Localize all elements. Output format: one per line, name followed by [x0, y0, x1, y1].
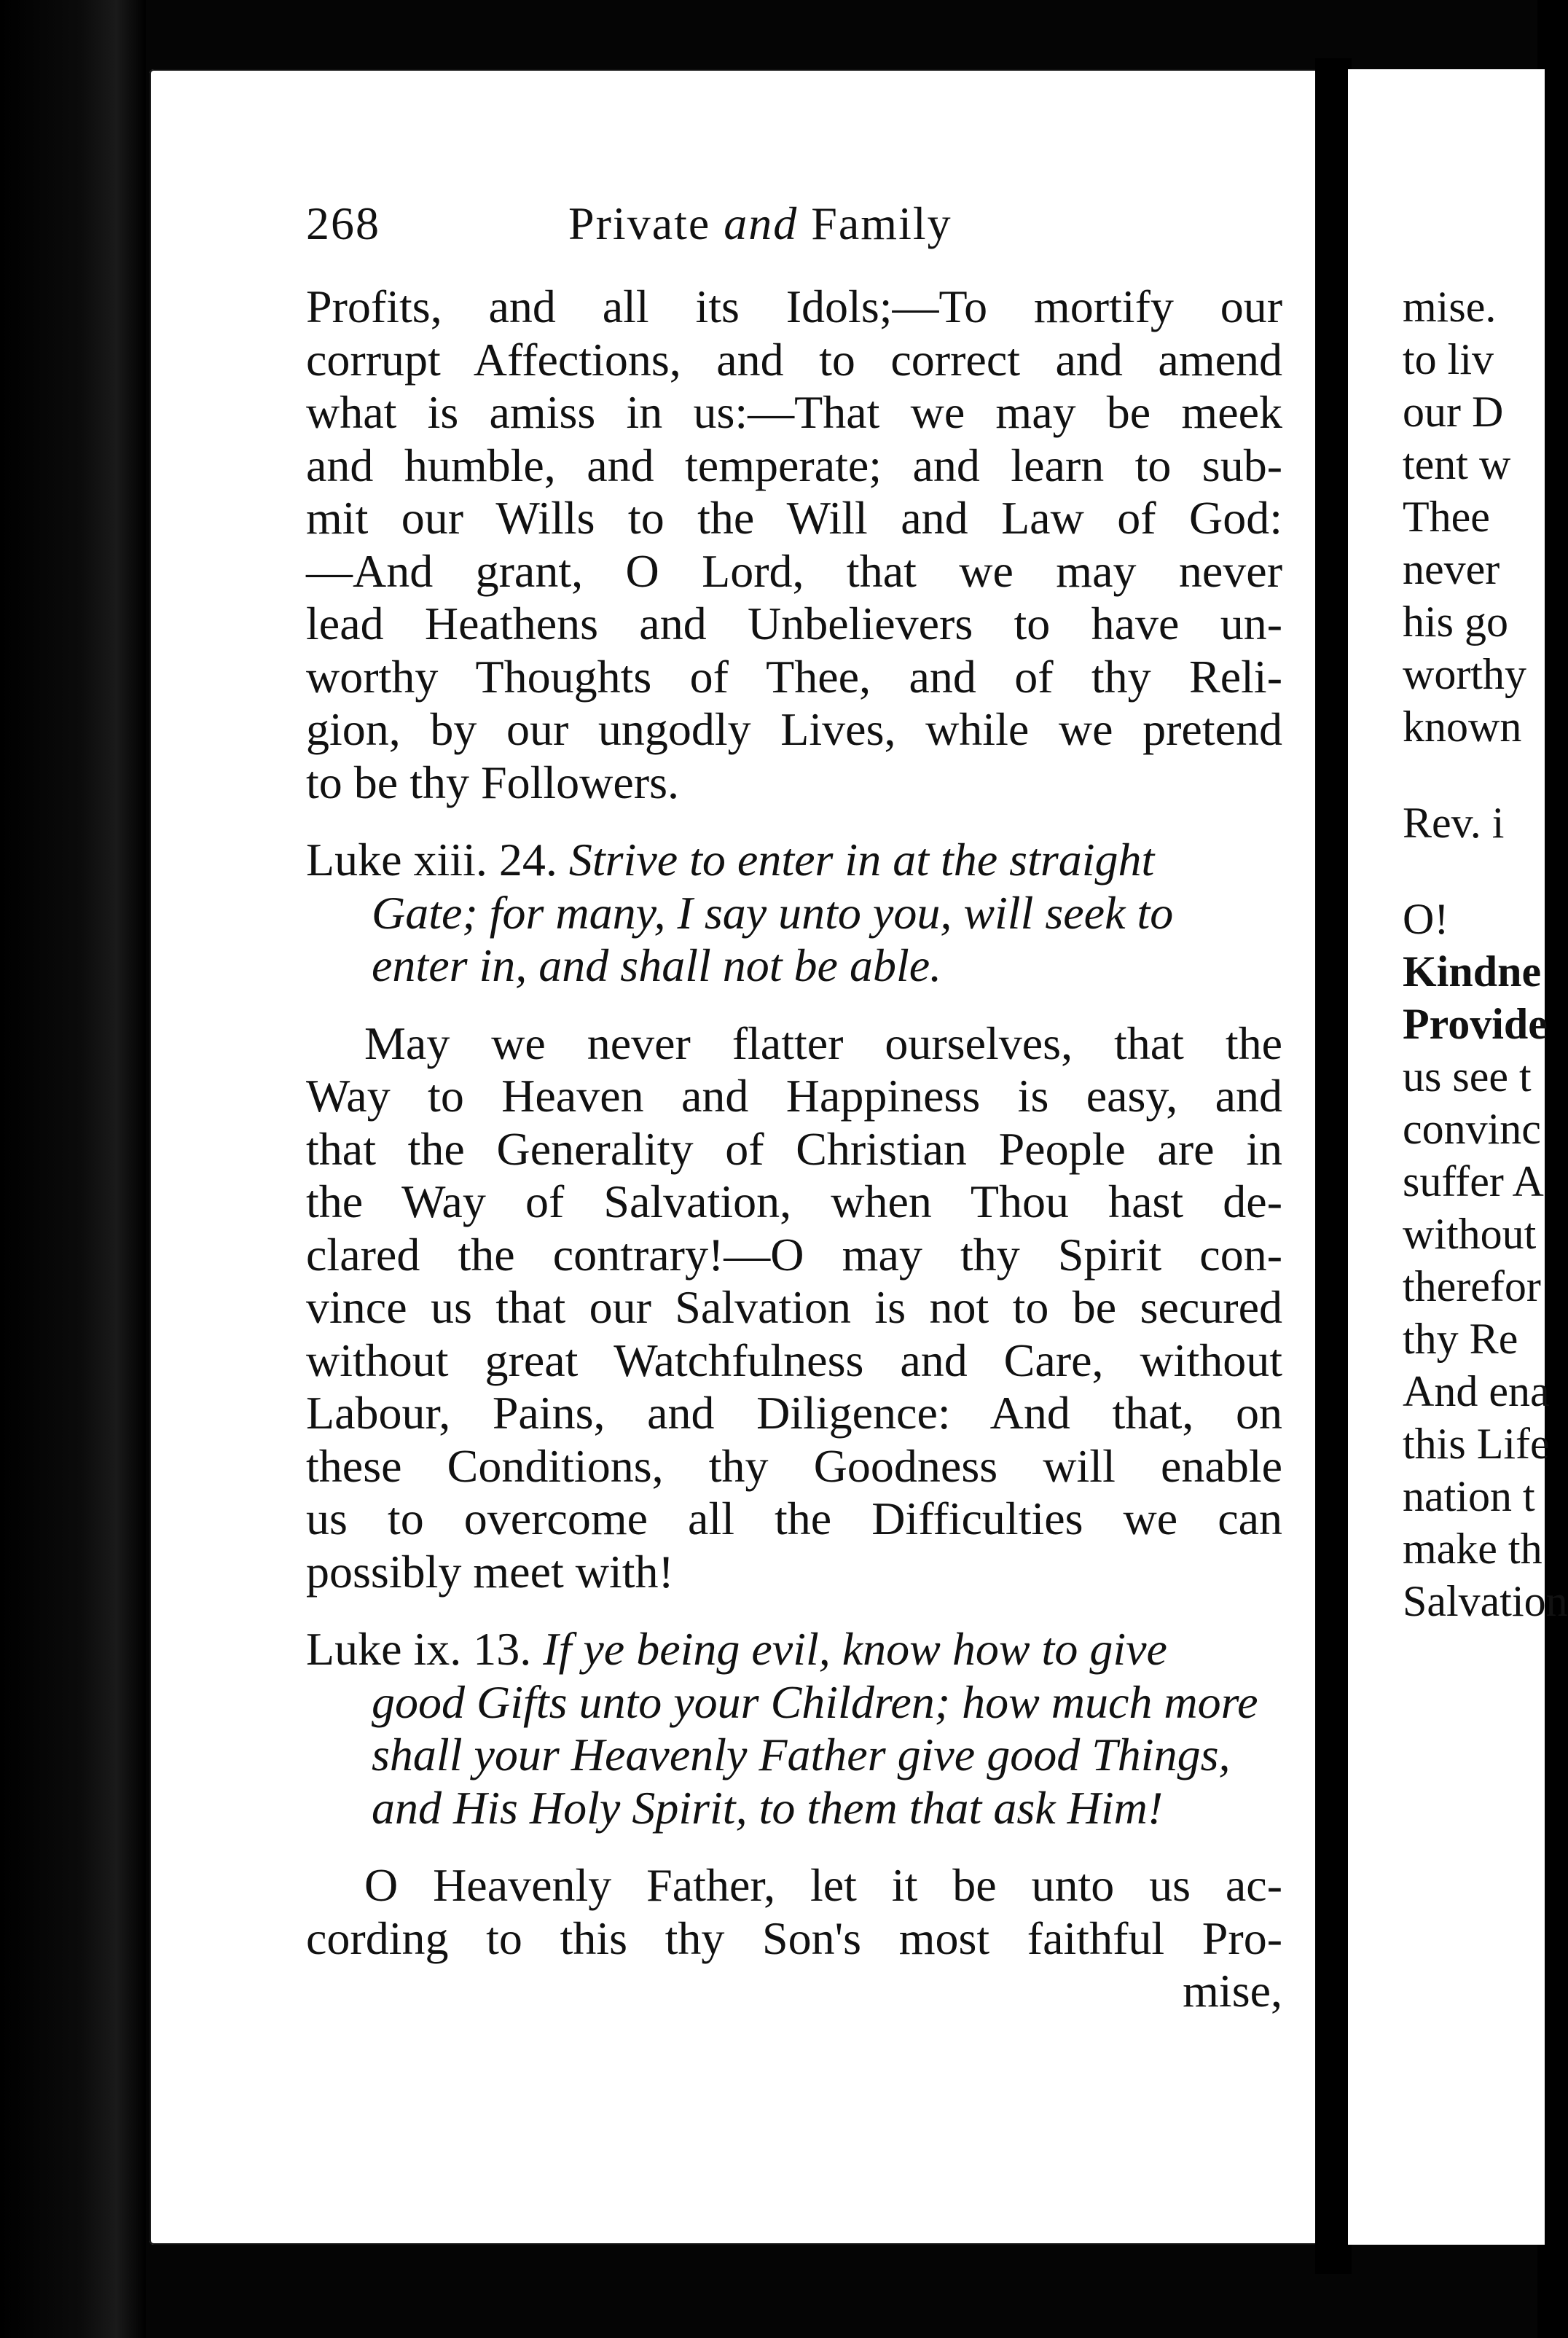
text-line: these Conditions, thy Goodness will enable [306, 1439, 1282, 1492]
text-line: without great Watchfulness and Care, without [306, 1334, 1282, 1386]
verse-first-line [306, 1623, 1282, 1676]
verse-heading: Rev. i [1403, 799, 1505, 847]
text-line: mise. [1403, 283, 1497, 331]
right-page-body [1403, 281, 1568, 1627]
verse-text: Strive to enter in at the straight [568, 834, 1155, 885]
text-line: his go [1403, 598, 1509, 646]
text-line: thy Re [1403, 1315, 1518, 1363]
page-number: 268 [306, 198, 380, 249]
verse-line: shall your Heavenly Father give good Things, [372, 1729, 1231, 1780]
text-line: Salvation [1403, 1577, 1568, 1625]
spacer [1403, 753, 1537, 797]
text-line: worthy Thoughts of Thee, and of thy Reli- [306, 650, 1282, 703]
running-title-part3: Family [811, 198, 952, 249]
verse-line: Gate; for many, I say unto you, will seek to [372, 886, 1174, 939]
text-line: Way to Heaven and Happiness is easy, and [306, 1070, 1282, 1122]
spacer [1403, 849, 1537, 893]
text-line: to liv [1403, 335, 1494, 383]
text-line: vince us that our Salvation is not to be secured [306, 1281, 1282, 1333]
text-line: Profits, and all its Idols;—To mortify our [306, 281, 1282, 332]
text-line: corrupt Affections, and to correct and amend [306, 333, 1282, 386]
page-gutter [1315, 58, 1352, 2274]
text-line: clared the contrary!—O may thy Spirit con- [306, 1228, 1282, 1281]
text-line: make th [1403, 1525, 1542, 1573]
text-line: And ena [1403, 1367, 1550, 1415]
paragraph-3 [306, 1859, 1282, 2018]
text-line: Labour, Pains, and Diligence: And that, on [306, 1387, 1282, 1439]
text-line: what is amiss in us:—That we may be meek [306, 386, 1282, 438]
text-line: convinc [1403, 1105, 1541, 1153]
text-line: tent w [1403, 440, 1511, 488]
text-line: us see t [1403, 1052, 1532, 1100]
text-line: gion, by our ungodly Lives, while we pretend [306, 703, 1282, 755]
text-line: Provide [1403, 1000, 1548, 1048]
text-line: known [1403, 703, 1522, 751]
text-line: —And grant, O Lord, that we may never [306, 544, 1282, 597]
text-line: us to overcome all the Difficulties we can [306, 1493, 1282, 1544]
text-line: O! [1403, 895, 1449, 943]
paragraph-1 [306, 281, 1282, 809]
verse-line: and His Holy Spirit, to them that ask Him! [372, 1781, 1164, 1834]
text-line: lead Heathens and Unbelievers to have un- [306, 598, 1282, 649]
verse-first-line [306, 834, 1282, 887]
text-line: mit our Wills to the Will and Law of God: [306, 492, 1282, 544]
verse-luke-13-24 [306, 834, 1282, 993]
catchword: mise, [1183, 1965, 1282, 2017]
text-line: Thee [1403, 493, 1490, 541]
text-line: therefor [1403, 1262, 1541, 1310]
text-line: Kindne [1403, 947, 1542, 996]
verse-luke-9-13 [306, 1623, 1282, 1834]
text-line: May we never flatter ourselves, that the [364, 1017, 1282, 1069]
text-line: without [1403, 1210, 1537, 1258]
text-line: possibly meet with! [306, 1545, 674, 1598]
text-line: cording to this thy Son's most faithful Pro- [306, 1912, 1282, 1964]
verse-line: good Gifts unto your Children; how much more [372, 1676, 1258, 1728]
running-title-part2: and [724, 198, 799, 249]
text-line: nation t [1403, 1472, 1535, 1520]
text-line: O Heavenly Father, let it be unto us ac- [364, 1859, 1282, 1911]
text-line: this Life [1403, 1420, 1550, 1468]
running-header [306, 197, 1282, 270]
running-title [568, 197, 952, 251]
text-line: worthy [1403, 650, 1526, 698]
verse-line: enter in, and shall not be able. [372, 939, 942, 991]
verse-reference: Luke ix. 13. [306, 1623, 532, 1675]
text-line: to be thy Followers. [306, 756, 679, 808]
text-line: suffer A [1403, 1157, 1544, 1205]
paragraph-2 [306, 1017, 1282, 1599]
text-line: and humble, and temperate; and learn to sub- [306, 439, 1282, 491]
verse-reference: Luke xiii. 24. [306, 834, 557, 885]
left-page-body [306, 281, 1282, 2018]
verse-text: If ye being evil, know how to give [543, 1623, 1167, 1675]
text-line: the Way of Salvation, when Thou hast de- [306, 1176, 1282, 1227]
book-binding [0, 0, 146, 2338]
text-line: our D [1403, 388, 1504, 436]
text-line: that the Generality of Christian People are in [306, 1122, 1282, 1175]
running-title-part1: Private [568, 198, 711, 249]
text-line: never [1403, 545, 1500, 593]
